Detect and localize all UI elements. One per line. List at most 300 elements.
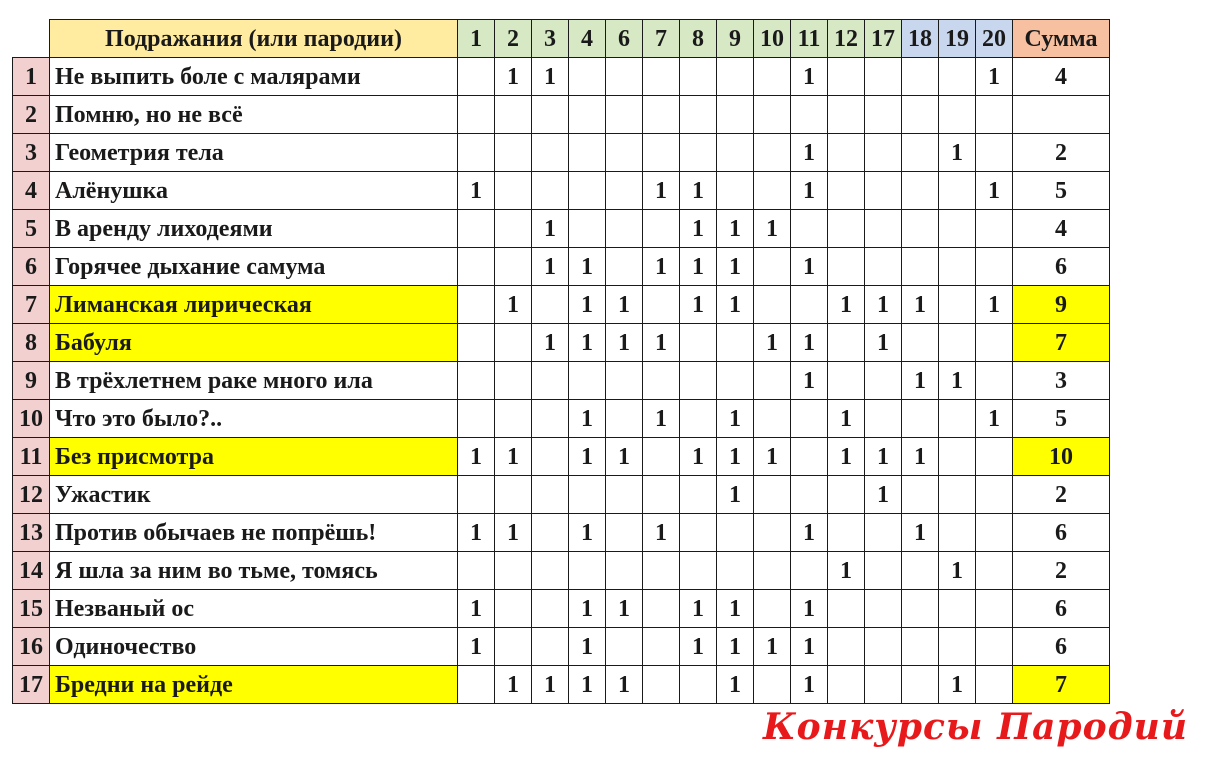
vote-cell bbox=[680, 514, 717, 552]
table-row bbox=[13, 666, 1110, 704]
vote-cell bbox=[606, 58, 643, 96]
row-sum: 6 bbox=[1013, 514, 1110, 552]
row-number: 4 bbox=[13, 172, 50, 210]
vote-cell bbox=[495, 628, 532, 666]
vote-cell bbox=[680, 96, 717, 134]
vote-cell: 1 bbox=[680, 172, 717, 210]
vote-cell bbox=[532, 96, 569, 134]
column-header-7: 7 bbox=[643, 20, 680, 58]
vote-cell: 1 bbox=[606, 286, 643, 324]
vote-cell bbox=[976, 552, 1013, 590]
vote-cell: 1 bbox=[865, 438, 902, 476]
vote-cell: 1 bbox=[791, 134, 828, 172]
vote-cell bbox=[939, 590, 976, 628]
vote-cell bbox=[643, 134, 680, 172]
row-number: 10 bbox=[13, 400, 50, 438]
row-number: 1 bbox=[13, 58, 50, 96]
vote-cell bbox=[754, 96, 791, 134]
vote-cell bbox=[902, 248, 939, 286]
vote-cell bbox=[532, 134, 569, 172]
vote-cell bbox=[939, 628, 976, 666]
vote-cell: 1 bbox=[495, 286, 532, 324]
vote-cell bbox=[569, 210, 606, 248]
vote-cell bbox=[606, 172, 643, 210]
vote-cell bbox=[865, 96, 902, 134]
column-header-18: 18 bbox=[902, 20, 939, 58]
table-row bbox=[13, 400, 1110, 438]
vote-cell bbox=[717, 552, 754, 590]
vote-cell bbox=[606, 400, 643, 438]
row-number: 15 bbox=[13, 590, 50, 628]
table-row bbox=[13, 552, 1110, 590]
row-number: 13 bbox=[13, 514, 50, 552]
vote-cell: 1 bbox=[902, 438, 939, 476]
vote-cell bbox=[865, 666, 902, 704]
vote-cell bbox=[754, 362, 791, 400]
column-header-8: 8 bbox=[680, 20, 717, 58]
vote-cell: 1 bbox=[717, 666, 754, 704]
vote-cell: 1 bbox=[532, 324, 569, 362]
row-sum: 7 bbox=[1013, 666, 1110, 704]
vote-cell bbox=[606, 210, 643, 248]
table-row bbox=[13, 324, 1110, 362]
vote-cell: 1 bbox=[569, 400, 606, 438]
vote-cell bbox=[680, 58, 717, 96]
vote-cell bbox=[680, 362, 717, 400]
vote-cell: 1 bbox=[643, 172, 680, 210]
vote-cell bbox=[828, 134, 865, 172]
vote-cell: 1 bbox=[791, 590, 828, 628]
vote-cell: 1 bbox=[569, 628, 606, 666]
vote-cell: 1 bbox=[569, 438, 606, 476]
vote-cell: 1 bbox=[606, 438, 643, 476]
vote-cell: 1 bbox=[939, 666, 976, 704]
vote-cell bbox=[643, 58, 680, 96]
vote-cell: 1 bbox=[754, 438, 791, 476]
vote-cell bbox=[791, 286, 828, 324]
vote-cell: 1 bbox=[606, 324, 643, 362]
parody-score-table bbox=[12, 19, 1110, 704]
vote-cell: 1 bbox=[532, 210, 569, 248]
vote-cell: 1 bbox=[458, 172, 495, 210]
table-header bbox=[13, 20, 1110, 58]
row-number: 16 bbox=[13, 628, 50, 666]
vote-cell: 1 bbox=[606, 590, 643, 628]
vote-cell bbox=[717, 134, 754, 172]
vote-cell bbox=[495, 552, 532, 590]
vote-cell: 1 bbox=[791, 666, 828, 704]
column-header-1: 1 bbox=[458, 20, 495, 58]
vote-cell: 1 bbox=[643, 248, 680, 286]
vote-cell: 1 bbox=[828, 438, 865, 476]
vote-cell bbox=[976, 134, 1013, 172]
vote-cell bbox=[754, 666, 791, 704]
vote-cell: 1 bbox=[976, 400, 1013, 438]
row-sum: 10 bbox=[1013, 438, 1110, 476]
vote-cell bbox=[606, 362, 643, 400]
row-sum: 9 bbox=[1013, 286, 1110, 324]
vote-cell bbox=[458, 324, 495, 362]
vote-cell: 1 bbox=[643, 514, 680, 552]
column-header-17: 17 bbox=[865, 20, 902, 58]
vote-cell bbox=[939, 514, 976, 552]
vote-cell: 1 bbox=[717, 590, 754, 628]
vote-cell bbox=[828, 96, 865, 134]
vote-cell bbox=[458, 476, 495, 514]
vote-cell bbox=[495, 210, 532, 248]
vote-cell bbox=[569, 58, 606, 96]
vote-cell bbox=[754, 552, 791, 590]
vote-cell bbox=[643, 96, 680, 134]
vote-cell: 1 bbox=[976, 58, 1013, 96]
vote-cell bbox=[717, 324, 754, 362]
vote-cell: 1 bbox=[976, 172, 1013, 210]
parody-title: Бабуля bbox=[50, 324, 458, 362]
vote-cell bbox=[754, 514, 791, 552]
vote-cell bbox=[532, 172, 569, 210]
parody-title: Незваный ос bbox=[50, 590, 458, 628]
vote-cell bbox=[902, 172, 939, 210]
vote-cell: 1 bbox=[458, 438, 495, 476]
vote-cell bbox=[458, 58, 495, 96]
vote-cell: 1 bbox=[569, 590, 606, 628]
vote-cell bbox=[458, 286, 495, 324]
parody-title: Без присмотра bbox=[50, 438, 458, 476]
parody-title: В трёхлетнем раке много ила bbox=[50, 362, 458, 400]
vote-cell bbox=[902, 324, 939, 362]
parody-title: Горячее дыхание самума bbox=[50, 248, 458, 286]
vote-cell bbox=[458, 362, 495, 400]
vote-cell bbox=[939, 476, 976, 514]
vote-cell bbox=[791, 96, 828, 134]
row-sum: 5 bbox=[1013, 400, 1110, 438]
vote-cell bbox=[717, 514, 754, 552]
vote-cell bbox=[532, 590, 569, 628]
table-row bbox=[13, 628, 1110, 666]
vote-cell bbox=[976, 476, 1013, 514]
column-header-9: 9 bbox=[717, 20, 754, 58]
vote-cell bbox=[902, 400, 939, 438]
table-row bbox=[13, 476, 1110, 514]
vote-cell bbox=[680, 134, 717, 172]
vote-cell: 1 bbox=[791, 362, 828, 400]
vote-cell bbox=[458, 552, 495, 590]
row-number: 5 bbox=[13, 210, 50, 248]
parody-title: Я шла за ним во тьме, томясь bbox=[50, 552, 458, 590]
vote-cell bbox=[754, 590, 791, 628]
row-sum: 2 bbox=[1013, 552, 1110, 590]
table-row bbox=[13, 590, 1110, 628]
vote-cell: 1 bbox=[754, 324, 791, 362]
vote-cell: 1 bbox=[717, 248, 754, 286]
vote-cell bbox=[717, 58, 754, 96]
row-sum: 4 bbox=[1013, 58, 1110, 96]
vote-cell: 1 bbox=[495, 514, 532, 552]
table-row bbox=[13, 58, 1110, 96]
vote-cell bbox=[754, 134, 791, 172]
vote-cell: 1 bbox=[680, 628, 717, 666]
vote-cell bbox=[458, 248, 495, 286]
vote-cell bbox=[495, 362, 532, 400]
vote-cell bbox=[902, 590, 939, 628]
vote-cell bbox=[606, 628, 643, 666]
header-row bbox=[13, 20, 1110, 58]
vote-cell bbox=[532, 628, 569, 666]
vote-cell bbox=[828, 324, 865, 362]
row-number: 9 bbox=[13, 362, 50, 400]
vote-cell bbox=[865, 628, 902, 666]
vote-cell: 1 bbox=[902, 362, 939, 400]
vote-cell bbox=[828, 666, 865, 704]
vote-cell bbox=[495, 248, 532, 286]
vote-cell bbox=[643, 666, 680, 704]
vote-cell bbox=[532, 514, 569, 552]
vote-cell bbox=[569, 172, 606, 210]
vote-cell bbox=[754, 58, 791, 96]
header-corner bbox=[13, 20, 50, 58]
vote-cell: 1 bbox=[680, 590, 717, 628]
vote-cell bbox=[458, 134, 495, 172]
vote-cell: 1 bbox=[495, 666, 532, 704]
vote-cell bbox=[939, 58, 976, 96]
vote-cell bbox=[939, 172, 976, 210]
sum-column-header: Сумма bbox=[1013, 20, 1110, 58]
vote-cell: 1 bbox=[495, 58, 532, 96]
parody-title: Против обычаев не попрёшь! bbox=[50, 514, 458, 552]
column-header-3: 3 bbox=[532, 20, 569, 58]
vote-cell bbox=[976, 96, 1013, 134]
vote-cell: 1 bbox=[717, 400, 754, 438]
vote-cell bbox=[976, 248, 1013, 286]
row-sum: 7 bbox=[1013, 324, 1110, 362]
vote-cell bbox=[717, 96, 754, 134]
vote-cell bbox=[902, 210, 939, 248]
vote-cell bbox=[828, 248, 865, 286]
column-header-2: 2 bbox=[495, 20, 532, 58]
vote-cell bbox=[495, 96, 532, 134]
vote-cell: 1 bbox=[717, 628, 754, 666]
parody-title: Алёнушка bbox=[50, 172, 458, 210]
vote-cell: 1 bbox=[791, 324, 828, 362]
vote-cell bbox=[643, 286, 680, 324]
row-sum: 6 bbox=[1013, 248, 1110, 286]
vote-cell bbox=[754, 172, 791, 210]
vote-cell bbox=[643, 552, 680, 590]
vote-cell bbox=[680, 324, 717, 362]
table-row bbox=[13, 286, 1110, 324]
brand-logo: Конкурсы Пародий bbox=[762, 706, 1188, 748]
vote-cell bbox=[865, 514, 902, 552]
vote-cell: 1 bbox=[717, 286, 754, 324]
vote-cell bbox=[643, 590, 680, 628]
table-row bbox=[13, 172, 1110, 210]
vote-cell: 1 bbox=[532, 58, 569, 96]
vote-cell: 1 bbox=[791, 58, 828, 96]
vote-cell: 1 bbox=[754, 210, 791, 248]
vote-cell bbox=[976, 590, 1013, 628]
vote-cell: 1 bbox=[791, 514, 828, 552]
row-sum: 3 bbox=[1013, 362, 1110, 400]
vote-cell bbox=[902, 58, 939, 96]
vote-cell bbox=[791, 552, 828, 590]
vote-cell bbox=[495, 590, 532, 628]
vote-cell bbox=[643, 438, 680, 476]
row-sum: 2 bbox=[1013, 134, 1110, 172]
vote-cell bbox=[939, 438, 976, 476]
vote-cell: 1 bbox=[495, 438, 532, 476]
vote-cell bbox=[939, 96, 976, 134]
row-sum: 2 bbox=[1013, 476, 1110, 514]
table-row bbox=[13, 96, 1110, 134]
row-number: 7 bbox=[13, 286, 50, 324]
column-header-11: 11 bbox=[791, 20, 828, 58]
vote-cell: 1 bbox=[569, 514, 606, 552]
vote-cell: 1 bbox=[939, 552, 976, 590]
vote-cell bbox=[458, 400, 495, 438]
vote-cell: 1 bbox=[865, 286, 902, 324]
vote-cell bbox=[606, 476, 643, 514]
vote-cell bbox=[606, 248, 643, 286]
vote-cell bbox=[902, 96, 939, 134]
vote-cell bbox=[865, 552, 902, 590]
vote-cell: 1 bbox=[569, 248, 606, 286]
row-number: 17 bbox=[13, 666, 50, 704]
vote-cell bbox=[754, 400, 791, 438]
vote-cell bbox=[939, 286, 976, 324]
vote-cell bbox=[902, 552, 939, 590]
row-number: 3 bbox=[13, 134, 50, 172]
vote-cell bbox=[828, 362, 865, 400]
vote-cell: 1 bbox=[902, 514, 939, 552]
vote-cell bbox=[865, 134, 902, 172]
vote-cell bbox=[902, 476, 939, 514]
vote-cell bbox=[865, 590, 902, 628]
vote-cell: 1 bbox=[532, 666, 569, 704]
vote-cell bbox=[495, 476, 532, 514]
vote-cell bbox=[495, 172, 532, 210]
table-row bbox=[13, 362, 1110, 400]
parody-title: Бредни на рейде bbox=[50, 666, 458, 704]
vote-cell bbox=[865, 362, 902, 400]
vote-cell bbox=[976, 438, 1013, 476]
vote-cell: 1 bbox=[569, 286, 606, 324]
vote-cell bbox=[791, 400, 828, 438]
vote-cell: 1 bbox=[902, 286, 939, 324]
vote-cell: 1 bbox=[939, 362, 976, 400]
table-row bbox=[13, 134, 1110, 172]
vote-cell bbox=[569, 552, 606, 590]
column-header-20: 20 bbox=[976, 20, 1013, 58]
vote-cell bbox=[902, 666, 939, 704]
row-number: 8 bbox=[13, 324, 50, 362]
vote-cell bbox=[680, 552, 717, 590]
vote-cell bbox=[791, 476, 828, 514]
vote-cell bbox=[495, 400, 532, 438]
vote-cell bbox=[532, 438, 569, 476]
vote-cell: 1 bbox=[458, 628, 495, 666]
vote-cell: 1 bbox=[680, 210, 717, 248]
vote-cell: 1 bbox=[680, 438, 717, 476]
vote-cell: 1 bbox=[458, 514, 495, 552]
vote-cell: 1 bbox=[828, 286, 865, 324]
vote-cell bbox=[976, 324, 1013, 362]
vote-cell: 1 bbox=[569, 666, 606, 704]
vote-cell bbox=[865, 210, 902, 248]
vote-cell bbox=[828, 514, 865, 552]
column-header-19: 19 bbox=[939, 20, 976, 58]
vote-cell bbox=[458, 96, 495, 134]
vote-cell: 1 bbox=[939, 134, 976, 172]
vote-cell bbox=[680, 666, 717, 704]
row-number: 6 bbox=[13, 248, 50, 286]
row-number: 2 bbox=[13, 96, 50, 134]
vote-cell: 1 bbox=[569, 324, 606, 362]
vote-cell bbox=[828, 628, 865, 666]
vote-cell bbox=[569, 362, 606, 400]
vote-cell bbox=[791, 438, 828, 476]
vote-cell bbox=[754, 286, 791, 324]
vote-cell bbox=[680, 476, 717, 514]
vote-cell bbox=[643, 476, 680, 514]
vote-cell bbox=[495, 134, 532, 172]
vote-cell: 1 bbox=[643, 324, 680, 362]
parody-title: В аренду лиходеями bbox=[50, 210, 458, 248]
vote-cell bbox=[939, 324, 976, 362]
vote-cell: 1 bbox=[828, 400, 865, 438]
vote-cell: 1 bbox=[865, 476, 902, 514]
vote-cell bbox=[532, 476, 569, 514]
vote-cell bbox=[828, 590, 865, 628]
table-row bbox=[13, 514, 1110, 552]
vote-cell bbox=[606, 514, 643, 552]
vote-cell bbox=[828, 476, 865, 514]
table-row bbox=[13, 248, 1110, 286]
vote-cell: 1 bbox=[717, 210, 754, 248]
vote-cell: 1 bbox=[976, 286, 1013, 324]
vote-cell bbox=[569, 134, 606, 172]
vote-cell bbox=[532, 400, 569, 438]
vote-cell bbox=[865, 172, 902, 210]
vote-cell: 1 bbox=[717, 438, 754, 476]
vote-cell bbox=[865, 58, 902, 96]
vote-cell: 1 bbox=[680, 248, 717, 286]
vote-cell bbox=[606, 134, 643, 172]
row-sum: 5 bbox=[1013, 172, 1110, 210]
vote-cell bbox=[976, 666, 1013, 704]
vote-cell bbox=[458, 210, 495, 248]
vote-cell: 1 bbox=[458, 590, 495, 628]
vote-cell: 1 bbox=[791, 628, 828, 666]
vote-cell: 1 bbox=[643, 400, 680, 438]
vote-cell: 1 bbox=[791, 172, 828, 210]
column-header-10: 10 bbox=[754, 20, 791, 58]
parody-title: Что это было?.. bbox=[50, 400, 458, 438]
vote-cell bbox=[939, 248, 976, 286]
vote-cell bbox=[791, 210, 828, 248]
vote-cell bbox=[976, 628, 1013, 666]
parody-title: Не выпить боле с малярами bbox=[50, 58, 458, 96]
parody-title: Помню, но не всё bbox=[50, 96, 458, 134]
vote-cell bbox=[939, 400, 976, 438]
vote-cell bbox=[680, 400, 717, 438]
vote-cell bbox=[569, 96, 606, 134]
vote-cell bbox=[754, 476, 791, 514]
vote-cell bbox=[643, 362, 680, 400]
table-row bbox=[13, 438, 1110, 476]
row-number: 12 bbox=[13, 476, 50, 514]
vote-cell: 1 bbox=[791, 248, 828, 286]
vote-cell bbox=[458, 666, 495, 704]
